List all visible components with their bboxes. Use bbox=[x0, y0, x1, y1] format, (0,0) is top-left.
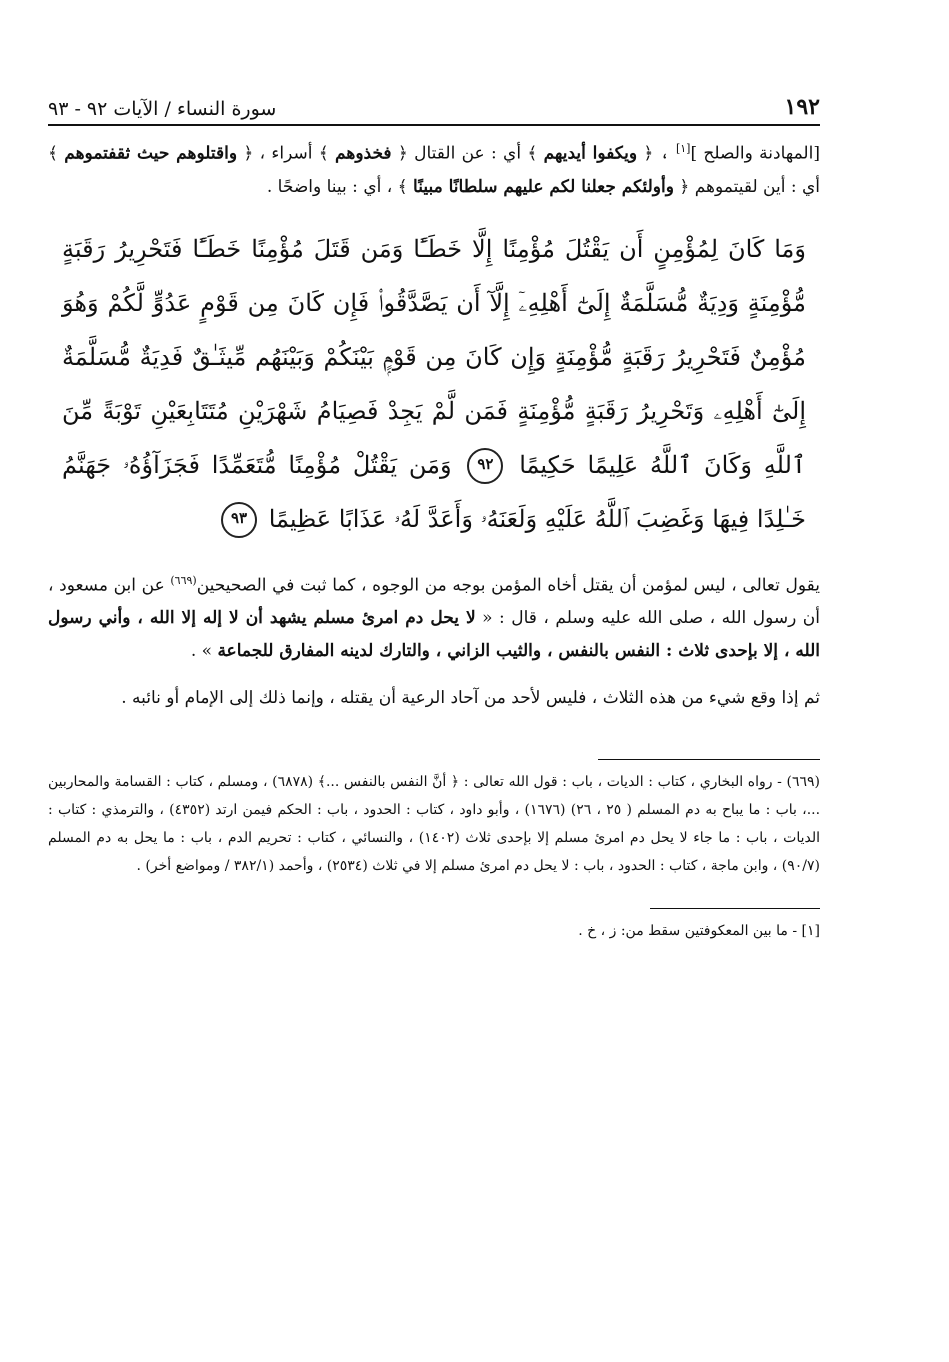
footnote-669: (٦٦٩) - رواه البخاري ، كتاب : الديات ، باب : قول الله تعالى : ﴿ أنَّ النفس بالنفس ...﴾ (٦٨٧٨) ، ومسلم ، كتاب : القسامة والمحاربين ...، باب : ما يباح به دم المسلم ( ٢٥ ، ٢٦) (١٦٧٦) ، وأبو داود ، كتاب : الحدود ، باب : الحكم فيمن ارتد (٤٣٥٢) ، والترمذي : كتاب : الديات ، باب : ما جاء لا يحل دم امرئ مسلم إلا بإحدى ثلاث (١٤٠٢) ، والنسائي ، كتاب : تحريم الدم ، باب : ما يحل به دم المسلم (٩٠/٧) ، وابن ماجة ، كتاب : الحدود ، باب : لا يحل دم امرئ مسلم إلا في ثلاث (٢٥٣٤) ، وأحمد (٣٨٢/١ / ومواضع أخر) . bbox=[48, 774, 821, 875]
quoted-phrase-2: فخذوهم bbox=[335, 143, 392, 164]
book-page bbox=[48, 80, 820, 959]
intro-text-3: ﴾ أي : عن القتال ﴿ bbox=[391, 143, 544, 164]
intro-text-4: ﴾ أسراء ، ﴿ bbox=[237, 143, 336, 164]
quran-verses bbox=[48, 222, 820, 546]
surah-title: سورة النساء / الآيات ٩٢ - ٩٣ bbox=[48, 98, 277, 120]
intro-paragraph bbox=[48, 132, 820, 204]
page-number: ١٩٢ bbox=[784, 94, 820, 120]
commentary-text-1: يقول تعالى ، ليس لمؤمن أن يقتل أخاه المؤمن بوجه من الوجوه ، كما ثبت في الصحيحين bbox=[196, 575, 820, 596]
verse-92: وَمَا كَانَ لِمُؤْمِنٍ أَن يَقْتُلَ مُؤْمِنًا إِلَّا خَطَـًٔا وَمَن قَتَلَ مُؤْمِنًا خَطَـًٔا فَتَحْرِيرُ رَقَبَةٍ مُّؤْمِنَةٍ وَدِيَةٌ مُّسَلَّمَةٌ إِلَىٰٓ أَهْلِهِۦٓ إِلَّآ أَن يَصَّدَّقُوا۟ فَإِن كَانَ مِن قَوْمٍ عَدُوٍّ لَّكُمْ وَهُوَ مُؤْمِنٌ فَتَحْرِيرُ رَقَبَةٍ مُّؤْمِنَةٍ وَإِن كَانَ مِن قَوْمٍۭ بَيْنَكُمْ وَبَيْنَهُم مِّيثَـٰقٌ فَدِيَةٌ مُّسَلَّمَةٌ إِلَىٰٓ أَهْلِهِۦ وَتَحْرِيرُ رَقَبَةٍ مُّؤْمِنَةٍ فَمَن لَّمْ يَجِدْ فَصِيَامُ شَهْرَيْنِ مُتَتَابِعَيْنِ تَوْبَةً مِّنَ ٱللَّهِ وَكَانَ ٱللَّهُ عَلِيمًا حَكِيمًا bbox=[62, 234, 806, 479]
quoted-phrase-4: وأولئكم جعلنا لكم عليهم سلطانًا مبينًا bbox=[413, 176, 674, 197]
footnote-ref-669: (٦٦٩) bbox=[170, 573, 197, 587]
footnote-1: [١] - ما بين المعكوفتين سقط من: ز ، خ . bbox=[578, 923, 820, 940]
verse-93: وَمَن يَقْتُلْ مُؤْمِنًا مُّتَعَمِّدًا فَجَزَآؤُهُۥ جَهَنَّمُ خَـٰلِدًا فِيهَا وَغَضِبَ ٱللَّهُ عَلَيْهِ وَلَعَنَهُۥ وَأَعَدَّ لَهُۥ عَذَابًا عَظِيمًا bbox=[62, 450, 806, 533]
intro-text-5: ﴾ أي : أين لقيتموهم ﴿ bbox=[48, 143, 820, 197]
ayah-marker-92: ٩٢ bbox=[467, 448, 503, 484]
footnote-ref-1: [١] bbox=[675, 142, 691, 155]
footnote-divider-2 bbox=[650, 908, 820, 909]
page-header bbox=[48, 80, 820, 126]
commentary-text-2: عن ابن مسعود ، أن رسول الله ، صلى الله عليه وسلم ، قال : « bbox=[48, 575, 820, 629]
commentary-paragraph-2: ثم إذا وقع شيء من هذه الثلاث ، فليس لأحد من آحاد الرعية أن يقتله ، وإنما ذلك إلى الإمام أو نائبه . bbox=[121, 688, 820, 709]
quoted-phrase-1: ويكفوا أيديهم bbox=[543, 143, 638, 164]
hadith-text: لا يحل دم امرئ مسلم يشهد أن لا إله إلا الله ، وأني رسول الله ، إلا بإحدى ثلاث : النفس بالنفس ، والثيب الزاني ، والتارك لدينه المفارق للجماعة bbox=[48, 608, 820, 662]
intro-text-6: ﴾ ، أي : بينا واضحًا . bbox=[266, 176, 414, 197]
intro-text-2: ، ﴿ bbox=[637, 143, 676, 164]
commentary-paragraph-1 bbox=[48, 564, 820, 669]
intro-text-1: [المهادنة والصلح ] bbox=[690, 143, 820, 164]
commentary-text-3: » . bbox=[190, 641, 218, 662]
ayah-marker-93: ٩٣ bbox=[221, 502, 257, 538]
quoted-phrase-3: واقتلوهم حيث ثقفتموهم bbox=[64, 143, 238, 164]
footnote-divider bbox=[598, 759, 820, 760]
